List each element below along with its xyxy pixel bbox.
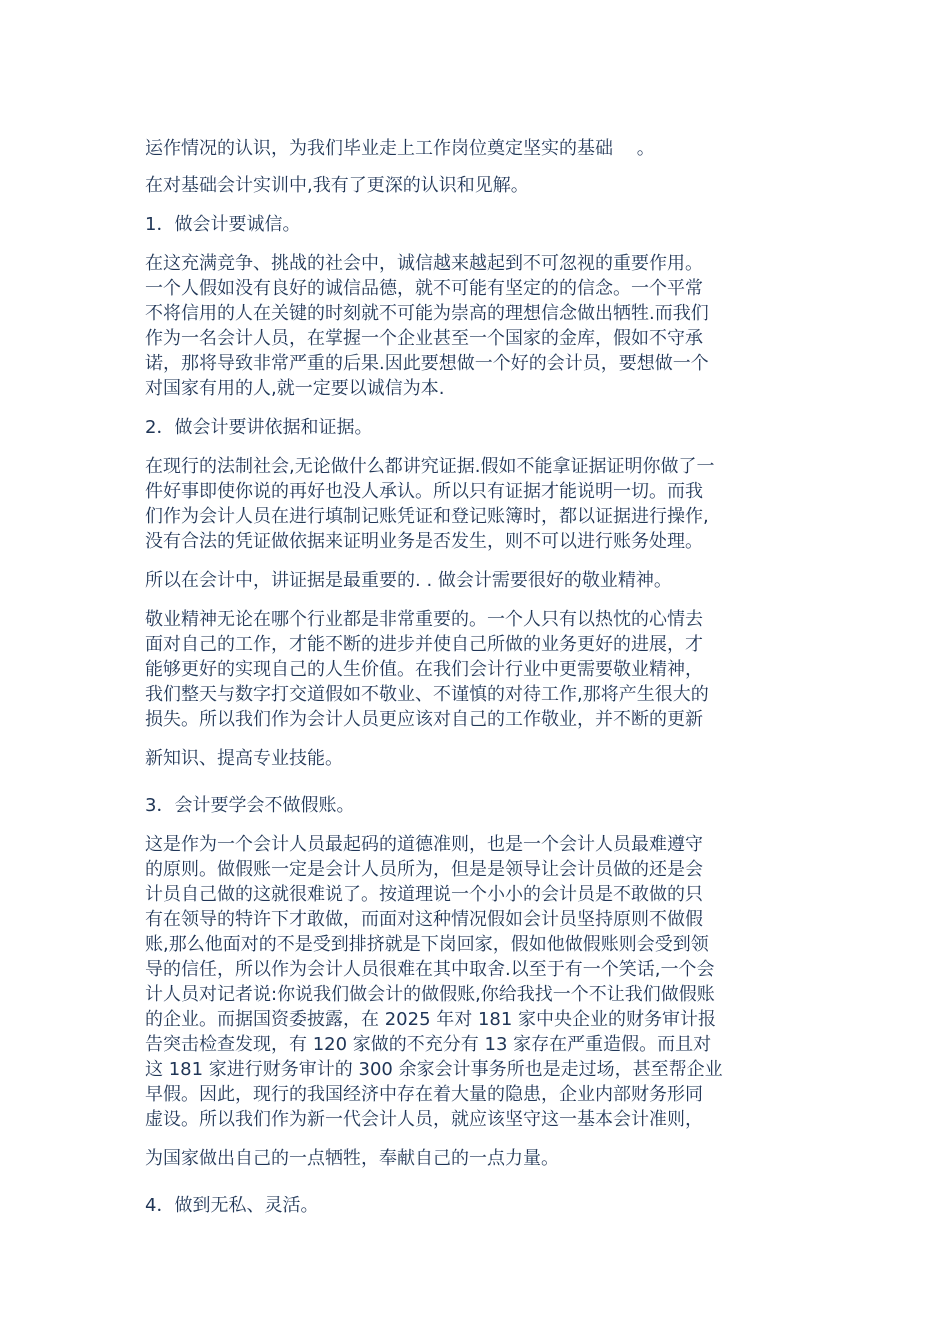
text-line: 计人员对记者说:你说我们做会计的做假账,你给我找一个不让我们做假账 xyxy=(145,984,715,1005)
text-line: 对国家有用的人,就一定要以诚信为本. xyxy=(145,378,445,399)
section-2-paragraph-4 xyxy=(145,746,810,771)
section-2-paragraph-2 xyxy=(145,568,810,593)
text-line: 账,那么他面对的不是受到排挤就是下岗回家，假如他做假账则会受到领 xyxy=(145,934,709,955)
section-3-paragraph-1 xyxy=(145,832,810,1132)
section-2-paragraph-3 xyxy=(145,607,810,732)
text-line: 损失。所以我们作为会计人员更应该对自己的工作敬业，并不断的更新 xyxy=(145,709,703,730)
text-line: 在现行的法制社会,无论做什么都讲究证据.假如不能拿证据证明你做了一 xyxy=(145,456,715,477)
text-line: 这是作为一个会计人员最起码的道德准则，也是一个会计人员最难遵守 xyxy=(145,834,703,855)
text-line: 不将信用的人在关键的时刻就不可能为崇高的理想信念做出牺牲.而我们 xyxy=(145,303,709,324)
text-line: 的企业。而据国资委披露，在 2025 年对 181 家中央企业的财务审计报 xyxy=(145,1009,717,1030)
text-line: 一个人假如没有良好的诚信品德，就不可能有坚定的的信念。一个平常 xyxy=(145,278,703,299)
text-line: 敬业精神无论在哪个行业都是非常重要的。一个人只有以热忱的心情去 xyxy=(145,609,703,630)
text-line: 面对自己的工作，才能不断的进步并使自己所做的业务更好的进展，才 xyxy=(145,634,703,655)
section-1-paragraph xyxy=(145,251,810,401)
section-3-heading: 3．会计要学会不做假账。 xyxy=(145,795,355,816)
text-line: 在这充满竞争、挑战的社会中，诚信越来越起到不可忽视的重要作用。 xyxy=(145,253,703,274)
text-line: 导的信任，所以作为会计人员很难在其中取舍.以至于有一个笑话,一个会 xyxy=(145,959,715,980)
text-line: 诺，那将导致非常严重的后果.因此要想做一个好的会计员，要想做一个 xyxy=(145,353,709,374)
text-line: 我们整天与数字打交道假如不敬业、不谨慎的对待工作,那将产生很大的 xyxy=(145,684,709,705)
section-3-paragraph-2 xyxy=(145,1146,810,1171)
text-line: 作为一名会计人员，在掌握一个企业甚至一个国家的金库，假如不守承 xyxy=(145,328,703,349)
section-2-heading: 2．做会计要讲依据和证据。 xyxy=(145,417,373,438)
text-line: 这 181 家进行财务审计的 300 余家会计事务所也是走过场，甚至帮企业 xyxy=(145,1059,723,1080)
text-line: 能够更好的实现自己的人生价值。在我们会计行业中更需要敬业精神， xyxy=(145,659,703,680)
text-line: 计员自己做的这就很难说了。按道理说一个小小的会计员是不敢做的只 xyxy=(145,884,703,905)
section-4-heading: 4．做到无私、灵活。 xyxy=(145,1195,319,1216)
text-line: 虚设。所以我们作为新一代会计人员，就应该坚守这一基本会计准则， xyxy=(145,1109,703,1130)
intro-line-1: 运作情况的认识，为我们毕业走上工作岗位奠定坚实的基础 。 xyxy=(145,138,655,159)
text-line: 告突击检查发现，有 120 家做的不充分有 13 家存在严重造假。而且对 xyxy=(145,1034,712,1055)
text-line: 没有合法的凭证做依据来证明业务是否发生，则不可以进行账务处理。 xyxy=(145,531,703,552)
text-line: 为国家做出自己的一点牺牲，奉献自己的一点力量。 xyxy=(145,1148,559,1169)
section-1-heading: 1．做会计要诚信。 xyxy=(145,214,301,235)
text-line: 有在领导的特许下才敢做，而面对这种情况假如会计员坚持原则不做假 xyxy=(145,909,703,930)
text-line: 件好事即使你说的再好也没人承认。所以只有证据才能说明一切。而我 xyxy=(145,481,703,502)
text-line: 早假。因此，现行的我国经济中存在着大量的隐患，企业内部财务形同 xyxy=(145,1084,703,1105)
text-line: 所以在会计中，讲证据是最重要的. . 做会计需要很好的敬业精神。 xyxy=(145,570,672,591)
text-line: 新知识、提高专业技能。 xyxy=(145,748,343,769)
document-page xyxy=(145,136,810,1218)
section-2-paragraph-1 xyxy=(145,454,810,554)
intro-line-2: 在对基础会计实训中,我有了更深的认识和见解。 xyxy=(145,175,529,196)
text-line: 的原则。做假账一定是会计人员所为，但是是领导让会计员做的还是会 xyxy=(145,859,703,880)
text-line: 们作为会计人员在进行填制记账凭证和登记账簿时，都以证据进行操作, xyxy=(145,506,709,527)
